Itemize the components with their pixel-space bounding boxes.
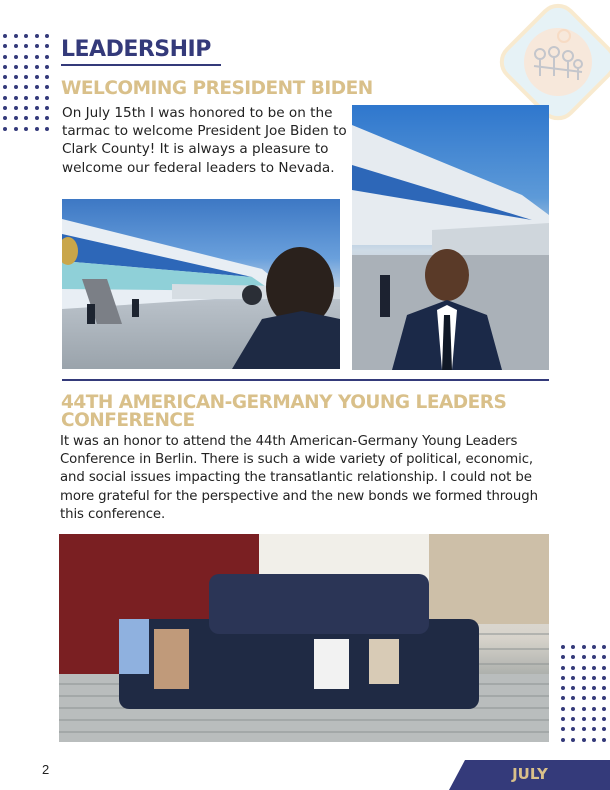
dot [602,666,606,670]
dot [3,55,7,59]
dot [14,106,18,110]
dot [571,738,575,742]
dot [571,727,575,731]
dot [35,85,39,89]
dot [582,707,586,711]
dot [3,127,7,131]
dot [3,75,7,79]
article-body-conference: It was an honor to attend the 44th American-Germany Young Leaders Conference in Berlin. There is such a wide variety of political, economic, and social issues impacting the transatlantic relationship. I could not be more grateful for the perspective and the new bonds we formed through this conference. [60,434,538,522]
photo-air-force-one-tarmac [62,199,340,369]
dot [571,655,575,659]
dot [3,96,7,100]
dot [24,85,28,89]
dot [602,676,606,680]
dot [571,696,575,700]
dot [45,65,49,69]
dot [571,666,575,670]
dot [582,686,586,690]
dot [582,655,586,659]
dot [602,727,606,731]
dot [561,686,565,690]
month-label: JULY [512,765,548,783]
dot [14,44,18,48]
dot [602,738,606,742]
dot [571,645,575,649]
dot [45,75,49,79]
dot [592,655,596,659]
dot [602,696,606,700]
dot [45,44,49,48]
article-body-biden: On July 15th I was honored to be on the tarmac to welcome President Joe Biden to Clark County! It is always a pleasure to welcome our federal leaders to Nevada. [62,105,347,176]
dot [561,717,565,721]
dot [561,666,565,670]
dot [561,655,565,659]
dot [3,106,7,110]
dot [592,645,596,649]
dot [35,55,39,59]
dot [561,727,565,731]
dot [24,116,28,120]
dot [24,96,28,100]
dot [582,717,586,721]
photo-man-in-front-of-air-force-one [352,105,549,370]
dot [35,127,39,131]
article-heading-conference: 44TH AMERICAN-GERMANY YOUNG LEADERS CONFERENCE [61,392,507,431]
decorative-dot-grid [3,34,49,131]
dot [3,116,7,120]
dot [35,106,39,110]
dot [561,738,565,742]
dot [582,738,586,742]
dot [592,717,596,721]
dot [602,655,606,659]
dot [592,666,596,670]
dot [592,727,596,731]
dot [24,65,28,69]
dot [35,44,39,48]
dot [592,686,596,690]
dot [592,676,596,680]
dot [571,717,575,721]
dot [45,85,49,89]
dot [45,55,49,59]
section-title: LEADERSHIP [61,37,211,62]
dot [592,738,596,742]
dot [24,55,28,59]
dot [24,127,28,131]
dot [14,127,18,131]
dot [45,127,49,131]
dot [561,645,565,649]
dot [571,707,575,711]
dot [24,106,28,110]
dot [45,106,49,110]
section-divider [62,379,549,381]
dot [14,85,18,89]
dot [602,686,606,690]
dot [24,34,28,38]
dot [35,65,39,69]
dot [45,34,49,38]
dot [602,717,606,721]
dot [561,696,565,700]
dot [582,676,586,680]
dot [14,116,18,120]
dot [14,34,18,38]
dot [561,676,565,680]
dot [35,34,39,38]
dot [582,666,586,670]
dot [571,686,575,690]
dot [592,707,596,711]
dot [582,696,586,700]
dot [45,116,49,120]
dot [35,116,39,120]
dot [582,727,586,731]
photo-conference-group [59,534,549,742]
dot [592,696,596,700]
dot [582,645,586,649]
dot [602,645,606,649]
dot [14,96,18,100]
dot [24,75,28,79]
dot [24,44,28,48]
dot [3,34,7,38]
dot [14,65,18,69]
dot [3,65,7,69]
dot [35,96,39,100]
article-heading-biden: WELCOMING PRESIDENT BIDEN [61,78,373,99]
dot [14,75,18,79]
page-number: 2 [42,762,50,777]
dot [45,96,49,100]
dot [3,44,7,48]
dot [3,85,7,89]
dot [35,75,39,79]
decorative-dot-grid [561,645,606,742]
dot [561,707,565,711]
dot [14,55,18,59]
dot [571,676,575,680]
title-underline [61,64,221,66]
dot [602,707,606,711]
